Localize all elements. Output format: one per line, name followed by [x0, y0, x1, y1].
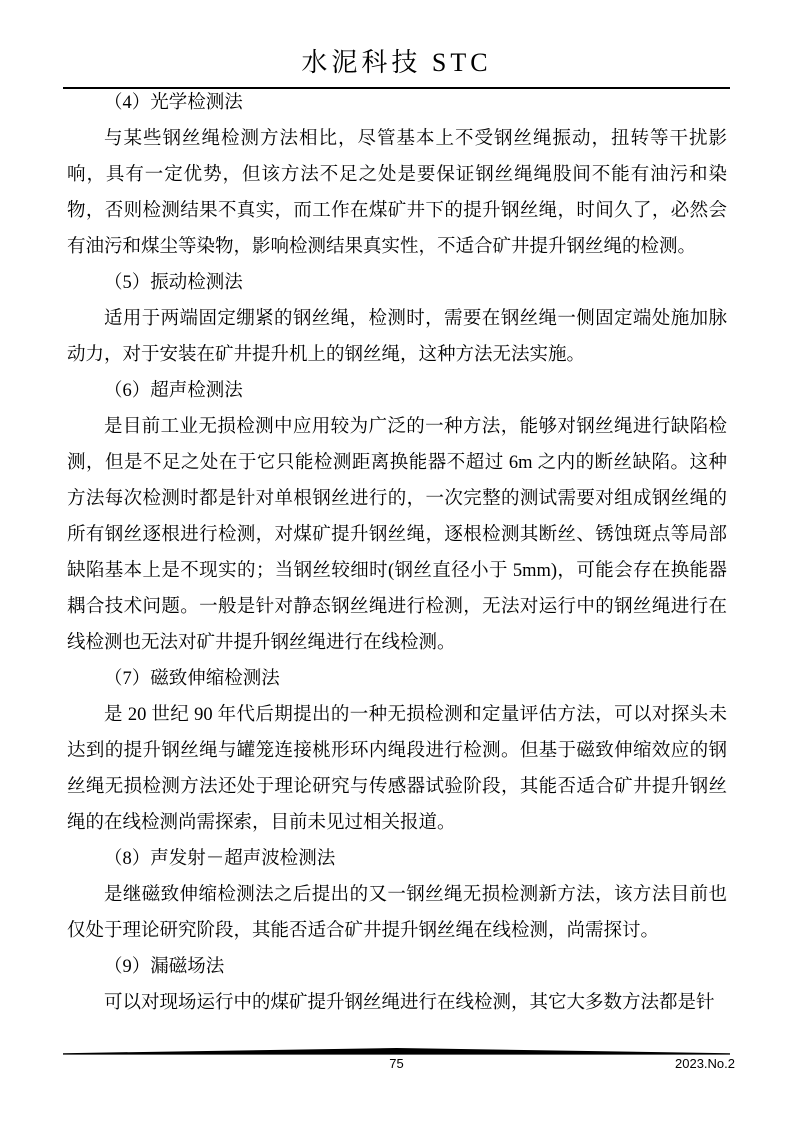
section-heading-9: （9）漏磁场法	[104, 957, 225, 977]
section-heading-5: （5）振动检测法	[104, 273, 243, 293]
issue-label: 2023.No.2	[675, 1056, 735, 1071]
section-heading-4: （4）光学检测法	[104, 93, 243, 113]
section-paragraph-9: 可以对现场运行中的煤矿提升钢丝绳进行在线检测，其它大多数方法都是针	[104, 993, 715, 1013]
page-number: 75	[389, 1056, 404, 1071]
section-heading-7: （7）磁致伸缩检测法	[104, 669, 280, 689]
section-paragraph-8: 是继磁致伸缩检测法之后提出的又一钢丝绳无损检测新方法，该方法目前也仅处于理论研究阶段，其能否适合矿井提升钢丝绳在线检测，尚需探讨。	[67, 885, 727, 941]
section-paragraph-5: 适用于两端固定绷紧的钢丝绳，检测时，需要在钢丝绳一侧固定端处施加脉动力，对于安装在矿井提升机上的钢丝绳，这种方法无法实施。	[67, 309, 727, 365]
section-paragraph-4: 与某些钢丝绳检测方法相比，尽管基本上不受钢丝绳振动，扭转等干扰影响，具有一定优势，但该方法不足之处是要保证钢丝绳绳股间不能有油污和染物，否则检测结果不真实，而工作在煤矿井下的提升钢丝绳，时间久了，必然会有油污和煤尘等染物，影响检测结果真实性，不适合矿井提升钢丝绳的检测。	[67, 129, 727, 257]
section-heading-8: （8）声发射－超声波检测法	[104, 849, 336, 869]
section-heading-6: （6）超声检测法	[104, 381, 243, 401]
journal-title: 水泥科技 STC	[301, 48, 492, 77]
footer-rule	[63, 1048, 730, 1056]
section-paragraph-7: 是 20 世纪 90 年代后期提出的一种无损检测和定量评估方法，可以对探头未达到的提升钢丝绳与罐笼连接桃形环内绳段进行检测。但基于磁致伸缩效应的钢丝绳无损检测方法还处于理论研究与传感器试验阶段，其能否适合矿井提升钢丝绳的在线检测尚需探索，目前未见过相关报道。	[67, 705, 727, 833]
section-paragraph-6: 是目前工业无损检测中应用较为广泛的一种方法，能够对钢丝绳进行缺陷检测，但是不足之处在于它只能检测距离换能器不超过 6m 之内的断丝缺陷。这种方法每次检测时都是针对单根钢丝进行的，一次完整的测试需要对组成钢丝绳的所有钢丝逐根进行检测，对煤矿提升钢丝绳，逐根检测其断丝、锈蚀斑点等局部缺陷基本上是不现实的；当钢丝较细时(钢丝直径小于 5mm)，可能会存在换能器耦合技术问题。一般是针对静态钢丝绳进行检测，无法对运行中的钢丝绳进行在线检测也无法对矿井提升钢丝绳进行在线检测。	[67, 417, 727, 653]
article-body	[67, 85, 727, 1021]
